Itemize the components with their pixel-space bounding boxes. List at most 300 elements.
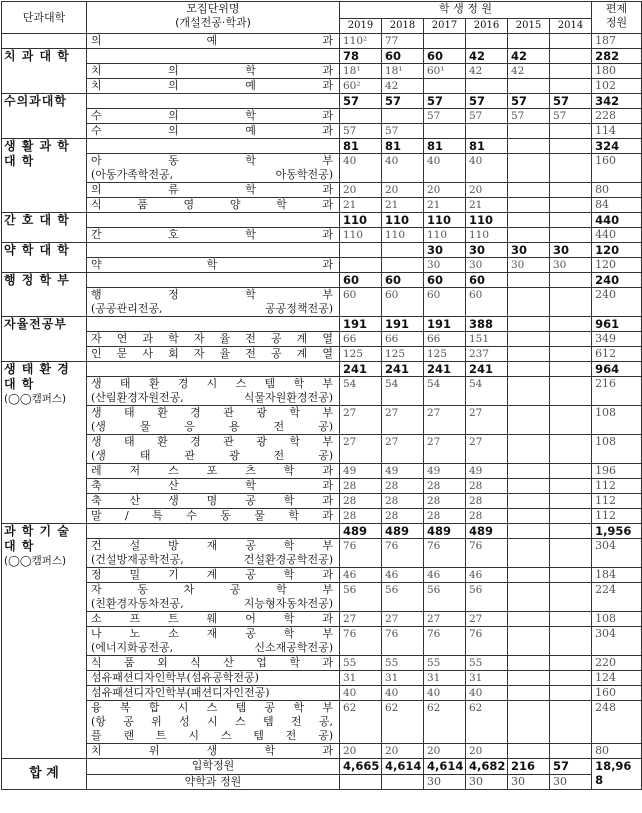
department-row — [2, 198, 642, 213]
quota-value: 49 — [340, 464, 382, 479]
subtotal-value: 388 — [466, 317, 508, 332]
quota-value: 28 — [382, 494, 424, 509]
header-total: 편제 정원 — [592, 2, 642, 34]
subtotal-total: 240 — [592, 273, 642, 288]
quota-value: 20 — [466, 183, 508, 198]
department-name: 축 산 생 명 공 학 과 — [87, 494, 340, 509]
quota-value: 27 — [382, 406, 424, 435]
department-row — [2, 494, 642, 509]
summary-pharmacy-value — [340, 775, 382, 790]
quota-value: 20 — [382, 183, 424, 198]
department-row — [2, 583, 642, 612]
quota-value — [550, 347, 592, 362]
department-total: 184 — [592, 568, 642, 583]
quota-value: 21 — [466, 198, 508, 213]
quota-value: 56 — [382, 583, 424, 612]
department-row — [2, 258, 642, 273]
quota-value: 60¹ — [424, 64, 466, 79]
quota-value: 57 — [466, 109, 508, 124]
quota-value: 42 — [466, 64, 508, 79]
department-total: 216 — [592, 377, 642, 406]
quota-value — [508, 377, 550, 406]
quota-value: 28 — [466, 509, 508, 524]
college-subtotal-row — [2, 213, 642, 228]
department-total: 108 — [592, 612, 642, 627]
quota-value: 40 — [340, 154, 382, 183]
enrollment-quota-table — [1, 1, 642, 790]
quota-value — [550, 198, 592, 213]
quota-value — [508, 288, 550, 317]
department-name: 건 설 방 재 공 학 부 (건설방재공학전공, 건설환경공학전공) — [87, 539, 340, 568]
department-name: 수 의 학 과 — [87, 109, 340, 124]
quota-value: 18¹ — [340, 64, 382, 79]
summary-value: 216 — [508, 759, 550, 775]
subtotal-value — [508, 317, 550, 332]
quota-value — [508, 701, 550, 744]
quota-value — [550, 34, 592, 49]
quota-value: 76 — [424, 539, 466, 568]
department-total: 80 — [592, 183, 642, 198]
subtotal-total: 961 — [592, 317, 642, 332]
department-row — [2, 612, 642, 627]
department-name: 섬유패션디자인학부(섬유공학전공) — [87, 671, 340, 686]
subtotal-value: 191 — [424, 317, 466, 332]
college-name: 수의과대학 — [2, 94, 87, 139]
college-name: 행 정 학 부 — [2, 273, 87, 317]
department-total: 440 — [592, 228, 642, 243]
subtotal-value — [550, 317, 592, 332]
department-row — [2, 64, 642, 79]
quota-value: 46 — [466, 568, 508, 583]
department-row — [2, 183, 642, 198]
quota-value: 28 — [340, 509, 382, 524]
department-row — [2, 154, 642, 183]
subtotal-value — [550, 49, 592, 64]
quota-value: 66 — [424, 332, 466, 347]
department-total: 108 — [592, 406, 642, 435]
subtotal-blank — [87, 273, 340, 288]
quota-value: 110 — [340, 228, 382, 243]
department-row — [2, 288, 642, 317]
subtotal-value: 60 — [382, 273, 424, 288]
quota-value: 30 — [550, 258, 592, 273]
department-row — [2, 34, 642, 49]
department-name: 치 의 학 과 — [87, 64, 340, 79]
department-name: 행 정 학 부 (공공관리전공, 공공정책전공) — [87, 288, 340, 317]
quota-value: 49 — [424, 464, 466, 479]
quota-value: 76 — [466, 539, 508, 568]
year-header: 2018 — [382, 19, 424, 34]
subtotal-total: 342 — [592, 94, 642, 109]
subtotal-value: 241 — [382, 362, 424, 377]
quota-value: 20 — [382, 744, 424, 759]
quota-value: 20 — [424, 744, 466, 759]
subtotal-value: 191 — [340, 317, 382, 332]
department-name: 나 노 소 재 공 학 부 (에너지화공전공, 신소재공학전공) — [87, 627, 340, 656]
college-name: 생 태 환 경 대 학 (◯◯캠퍼스) — [2, 362, 87, 524]
department-row — [2, 464, 642, 479]
quota-value: 56 — [466, 583, 508, 612]
subtotal-value: 81 — [424, 139, 466, 154]
department-row — [2, 627, 642, 656]
quota-value: 237 — [466, 347, 508, 362]
department-total: 304 — [592, 539, 642, 568]
quota-value: 20 — [466, 744, 508, 759]
quota-value — [508, 34, 550, 49]
subtotal-value: 81 — [340, 139, 382, 154]
department-name: 생 태 환 경 시 스 템 학 부 (산림환경자원전공, 식물자원환경전공) — [87, 377, 340, 406]
quota-value — [508, 79, 550, 94]
department-total: 349 — [592, 332, 642, 347]
quota-value — [466, 124, 508, 139]
quota-value: 21 — [340, 198, 382, 213]
quota-value — [508, 347, 550, 362]
quota-value: 31 — [382, 671, 424, 686]
summary-value: 4,614 — [382, 759, 424, 775]
department-row — [2, 79, 642, 94]
quota-value — [550, 627, 592, 656]
quota-value: 125 — [424, 347, 466, 362]
quota-value: 42 — [382, 79, 424, 94]
subtotal-value — [508, 524, 550, 539]
quota-value — [508, 509, 550, 524]
quota-value — [340, 258, 382, 273]
subtotal-total: 964 — [592, 362, 642, 377]
subtotal-value — [508, 362, 550, 377]
quota-value — [508, 124, 550, 139]
subtotal-value: 57 — [424, 94, 466, 109]
quota-value: 28 — [424, 479, 466, 494]
year-header: 2015 — [508, 19, 550, 34]
summary-grand-total: 18,968 — [592, 759, 642, 790]
quota-value — [508, 539, 550, 568]
quota-value — [550, 124, 592, 139]
quota-value — [508, 435, 550, 464]
subtotal-total: 324 — [592, 139, 642, 154]
subtotal-value: 30 — [424, 243, 466, 258]
department-name: 아 동 학 부 (아동가족학전공, 아동학전공) — [87, 154, 340, 183]
quota-value: 27 — [466, 435, 508, 464]
subtotal-total: 440 — [592, 213, 642, 228]
quota-value — [550, 583, 592, 612]
department-row — [2, 568, 642, 583]
quota-value: 76 — [466, 627, 508, 656]
quota-value: 20 — [424, 183, 466, 198]
quota-value: 56 — [424, 583, 466, 612]
department-total: 220 — [592, 656, 642, 671]
subtotal-value — [508, 273, 550, 288]
department-total: 108 — [592, 435, 642, 464]
department-row — [2, 347, 642, 362]
quota-value: 66 — [382, 332, 424, 347]
quota-value: 62 — [424, 701, 466, 744]
quota-value — [550, 479, 592, 494]
department-name: 의 예 과 — [87, 34, 340, 49]
department-row — [2, 701, 642, 744]
quota-value — [550, 64, 592, 79]
subtotal-blank — [87, 213, 340, 228]
department-row — [2, 124, 642, 139]
quota-value — [550, 435, 592, 464]
department-name: 인 문 사 회 자 율 전 공 계 열 — [87, 347, 340, 362]
quota-value: 27 — [424, 406, 466, 435]
quota-value — [508, 627, 550, 656]
quota-value: 28 — [382, 509, 424, 524]
quota-value: 125 — [382, 347, 424, 362]
quota-value — [340, 109, 382, 124]
subtotal-value: 60 — [424, 273, 466, 288]
department-total: 240 — [592, 288, 642, 317]
quota-value — [550, 509, 592, 524]
department-total: 228 — [592, 109, 642, 124]
quota-value: 40 — [424, 686, 466, 701]
quota-value — [508, 744, 550, 759]
subtotal-value — [340, 243, 382, 258]
quota-value: 60² — [340, 79, 382, 94]
quota-value — [550, 701, 592, 744]
quota-value — [550, 183, 592, 198]
quota-value: 110 — [466, 228, 508, 243]
department-name: 치 위 생 학 과 — [87, 744, 340, 759]
quota-value: 27 — [340, 435, 382, 464]
quota-value: 76 — [340, 627, 382, 656]
quota-value — [550, 494, 592, 509]
quota-value — [550, 288, 592, 317]
quota-value: 31 — [340, 671, 382, 686]
subtotal-value: 110 — [466, 213, 508, 228]
department-row — [2, 744, 642, 759]
college-name: 약 학 대 학 — [2, 243, 87, 273]
quota-value: 55 — [466, 656, 508, 671]
department-row — [2, 228, 642, 243]
quota-value — [550, 686, 592, 701]
quota-value: 54 — [382, 377, 424, 406]
department-name: 치 의 예 과 — [87, 79, 340, 94]
department-total: 612 — [592, 347, 642, 362]
subtotal-value: 57 — [550, 94, 592, 109]
subtotal-value: 57 — [382, 94, 424, 109]
college-subtotal-row — [2, 362, 642, 377]
quota-value: 20 — [340, 744, 382, 759]
quota-value: 27 — [382, 612, 424, 627]
department-total: 160 — [592, 154, 642, 183]
subtotal-blank — [87, 94, 340, 109]
summary-value: 4,614 — [424, 759, 466, 775]
college-subtotal-row — [2, 243, 642, 258]
department-row — [2, 479, 642, 494]
quota-value — [508, 583, 550, 612]
quota-value: 46 — [382, 568, 424, 583]
quota-value: 60 — [340, 288, 382, 317]
department-row — [2, 406, 642, 435]
summary-pharmacy-value: 30 — [424, 775, 466, 790]
quota-value: 125 — [340, 347, 382, 362]
department-total: 224 — [592, 583, 642, 612]
subtotal-value — [550, 213, 592, 228]
department-name: 말 / 특 수 동 물 학 과 — [87, 509, 340, 524]
quota-value: 49 — [466, 464, 508, 479]
quota-value — [550, 744, 592, 759]
quota-value: 27 — [340, 612, 382, 627]
summary-admission-label: 입학정원 — [87, 759, 340, 775]
quota-value: 40 — [382, 154, 424, 183]
quota-value: 57 — [424, 109, 466, 124]
quota-value — [466, 34, 508, 49]
subtotal-value — [508, 139, 550, 154]
quota-value: 21 — [424, 198, 466, 213]
quota-value: 30 — [508, 258, 550, 273]
department-total: 196 — [592, 464, 642, 479]
department-total: 180 — [592, 64, 642, 79]
quota-value: 60 — [466, 288, 508, 317]
quota-value: 46 — [424, 568, 466, 583]
subtotal-total: 120 — [592, 243, 642, 258]
summary-value: 57 — [550, 759, 592, 775]
subtotal-value: 78 — [340, 49, 382, 64]
quota-value: 27 — [382, 435, 424, 464]
quota-value: 110² — [340, 34, 382, 49]
quota-value — [508, 494, 550, 509]
department-total: 248 — [592, 701, 642, 744]
quota-value: 55 — [340, 656, 382, 671]
subtotal-value: 110 — [340, 213, 382, 228]
quota-value: 28 — [424, 494, 466, 509]
quota-value — [382, 109, 424, 124]
department-name: 섬유패션디자인학부(패션디자인전공) — [87, 686, 340, 701]
department-name: 정 밀 기 계 공 학 과 — [87, 568, 340, 583]
subtotal-value: 489 — [340, 524, 382, 539]
quota-value: 28 — [340, 494, 382, 509]
summary-pharmacy-label: 약학과 정원 — [87, 775, 340, 790]
quota-value: 46 — [340, 568, 382, 583]
department-total: 84 — [592, 198, 642, 213]
department-row — [2, 377, 642, 406]
department-total: 304 — [592, 627, 642, 656]
quota-value — [508, 686, 550, 701]
quota-value: 62 — [466, 701, 508, 744]
quota-value: 54 — [424, 377, 466, 406]
quota-value: 28 — [466, 479, 508, 494]
department-row — [2, 539, 642, 568]
quota-value: 28 — [466, 494, 508, 509]
quota-value — [508, 228, 550, 243]
quota-value: 57 — [382, 124, 424, 139]
department-total: 187 — [592, 34, 642, 49]
subtotal-value: 30 — [508, 243, 550, 258]
quota-value: 27 — [424, 435, 466, 464]
college-name: 자율전공부 — [2, 317, 87, 362]
college-name: 생 활 과 학 대 학 — [2, 139, 87, 213]
quota-value — [424, 79, 466, 94]
quota-value — [508, 183, 550, 198]
department-name: 식 품 영 양 학 과 — [87, 198, 340, 213]
subtotal-value: 30 — [550, 243, 592, 258]
year-header: 2019 — [340, 19, 382, 34]
quota-value — [550, 406, 592, 435]
department-total: 114 — [592, 124, 642, 139]
quota-value: 110 — [424, 228, 466, 243]
quota-value: 21 — [382, 198, 424, 213]
department-name: 축 산 학 과 — [87, 479, 340, 494]
college-subtotal-row — [2, 49, 642, 64]
department-total: 120 — [592, 258, 642, 273]
quota-value — [508, 671, 550, 686]
quota-value — [550, 656, 592, 671]
quota-value: 76 — [424, 627, 466, 656]
subtotal-value — [550, 524, 592, 539]
quota-value: 30 — [424, 258, 466, 273]
subtotal-value: 241 — [340, 362, 382, 377]
college-name: 과 학 기 술 대 학 (◯◯캠퍼스) — [2, 524, 87, 759]
quota-value — [508, 406, 550, 435]
quota-value: 62 — [382, 701, 424, 744]
quota-value: 27 — [466, 612, 508, 627]
subtotal-value: 241 — [424, 362, 466, 377]
quota-value — [466, 79, 508, 94]
college-name — [2, 34, 87, 49]
college-subtotal-row — [2, 317, 642, 332]
quota-value: 31 — [424, 671, 466, 686]
quota-value: 76 — [382, 627, 424, 656]
department-total: 160 — [592, 686, 642, 701]
department-total: 80 — [592, 744, 642, 759]
quota-value: 28 — [340, 479, 382, 494]
subtotal-total: 282 — [592, 49, 642, 64]
subtotal-value: 110 — [424, 213, 466, 228]
department-name: 생 태 환 경 관 광 학 부 (생 물 응 용 전 공) — [87, 406, 340, 435]
quota-value — [508, 464, 550, 479]
department-name: 레 저 스 포 츠 학 과 — [87, 464, 340, 479]
quota-value: 40 — [382, 686, 424, 701]
quota-value — [550, 568, 592, 583]
quota-value: 55 — [382, 656, 424, 671]
subtotal-value: 489 — [466, 524, 508, 539]
quota-value: 55 — [424, 656, 466, 671]
department-total: 112 — [592, 509, 642, 524]
quota-value — [508, 612, 550, 627]
year-header: 2017 — [424, 19, 466, 34]
subtotal-value: 60 — [382, 49, 424, 64]
summary-pharmacy-value: 30 — [466, 775, 508, 790]
header-quota: 학 생 정 원 — [340, 2, 592, 19]
quota-value: 57 — [508, 109, 550, 124]
quota-value — [508, 568, 550, 583]
quota-value — [508, 154, 550, 183]
quota-value — [508, 198, 550, 213]
subtotal-blank — [87, 49, 340, 64]
department-name: 의 류 학 과 — [87, 183, 340, 198]
quota-value — [550, 332, 592, 347]
department-row — [2, 686, 642, 701]
subtotal-blank — [87, 362, 340, 377]
department-row — [2, 656, 642, 671]
summary-value: 4,682 — [466, 759, 508, 775]
quota-value: 54 — [466, 377, 508, 406]
department-name: 수 의 예 과 — [87, 124, 340, 139]
department-total: 112 — [592, 479, 642, 494]
quota-value: 66 — [340, 332, 382, 347]
quota-value: 110 — [382, 228, 424, 243]
department-row — [2, 509, 642, 524]
subtotal-value: 110 — [382, 213, 424, 228]
college-name: 치 과 대 학 — [2, 49, 87, 94]
quota-value: 40 — [466, 686, 508, 701]
quota-value — [382, 258, 424, 273]
header-unit: 모집단위명 (개설전공·학과) — [87, 2, 340, 34]
quota-value: 77 — [382, 34, 424, 49]
subtotal-value — [382, 243, 424, 258]
subtotal-value: 489 — [424, 524, 466, 539]
